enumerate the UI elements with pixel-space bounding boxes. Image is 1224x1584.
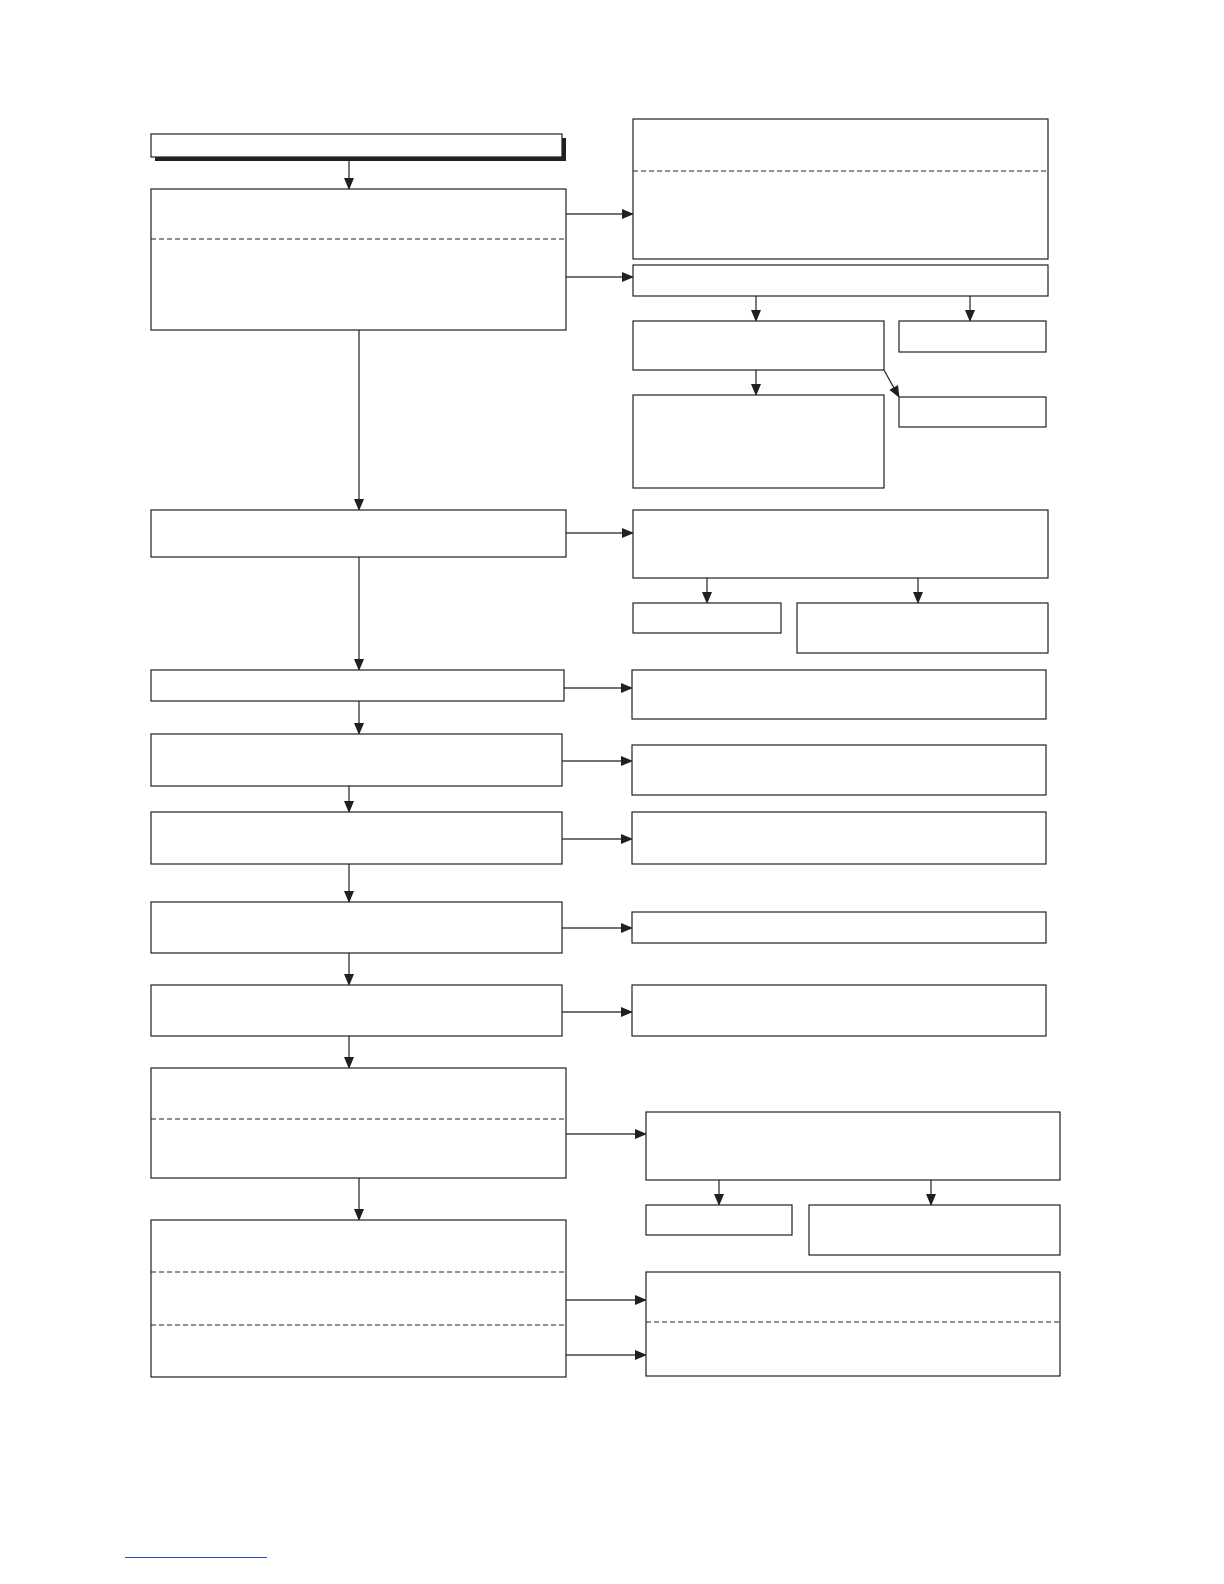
- box-outline: [151, 734, 562, 786]
- box-outline: [797, 603, 1048, 653]
- flow-box-r5: [632, 812, 1046, 864]
- flow-box-step5: [151, 812, 562, 864]
- flow-box-step6: [151, 902, 562, 953]
- flow-box-r1b_l_down: [633, 395, 884, 488]
- flow-box-step7: [151, 985, 562, 1036]
- box-outline: [151, 1220, 566, 1377]
- flow-box-step9: [151, 1220, 566, 1377]
- flow-box-r1b_l_side: [899, 397, 1046, 427]
- flowchart-nodes: [151, 119, 1060, 1377]
- box-outline: [151, 189, 566, 330]
- flow-box-r2_l: [633, 603, 781, 633]
- flow-box-r1b_r: [899, 321, 1046, 352]
- flow-box-r8_l: [646, 1205, 792, 1235]
- flow-box-r9: [646, 1272, 1060, 1376]
- flow-box-r4: [632, 745, 1046, 795]
- box-outline: [151, 670, 564, 701]
- flow-box-r1b_l: [633, 321, 884, 370]
- flow-box-step8: [151, 1068, 566, 1178]
- box-outline: [151, 812, 562, 864]
- box-outline: [633, 510, 1048, 578]
- box-outline: [151, 985, 562, 1036]
- box-outline: [151, 510, 566, 557]
- flow-box-r1a: [633, 119, 1048, 259]
- flow-box-step1: [151, 189, 566, 330]
- box-outline: [809, 1205, 1060, 1255]
- box-outline: [632, 745, 1046, 795]
- flow-box-step3: [151, 670, 564, 701]
- flow-box-r2_r: [797, 603, 1048, 653]
- flow-box-r2: [633, 510, 1048, 578]
- box-outline: [151, 1068, 566, 1178]
- flow-box-step4: [151, 734, 562, 786]
- box-outline: [646, 1205, 792, 1235]
- box-outline: [646, 1272, 1060, 1376]
- box-outline: [633, 321, 884, 370]
- flow-box-r7: [632, 985, 1046, 1036]
- box-outline: [646, 1112, 1060, 1180]
- box-outline: [633, 119, 1048, 259]
- flow-box-step2: [151, 510, 566, 557]
- flow-box-r3: [632, 670, 1046, 719]
- flow-box-r6: [632, 912, 1046, 943]
- flow-box-r1b: [633, 265, 1048, 296]
- box-outline: [632, 985, 1046, 1036]
- flow-box-start: [151, 134, 566, 161]
- box-outline: [632, 912, 1046, 943]
- flow-box-r8: [646, 1112, 1060, 1180]
- box-outline: [632, 670, 1046, 719]
- box-outline: [633, 265, 1048, 296]
- box-outline: [899, 397, 1046, 427]
- box-outline: [633, 395, 884, 488]
- box-outline: [151, 902, 562, 953]
- box-outline: [899, 321, 1046, 352]
- box-outline: [151, 134, 562, 157]
- footer-rule: [125, 1557, 267, 1558]
- box-outline: [632, 812, 1046, 864]
- edge-r1b_l-to-r1b_l_side: [884, 370, 899, 397]
- box-outline: [633, 603, 781, 633]
- flow-box-r8_r: [809, 1205, 1060, 1255]
